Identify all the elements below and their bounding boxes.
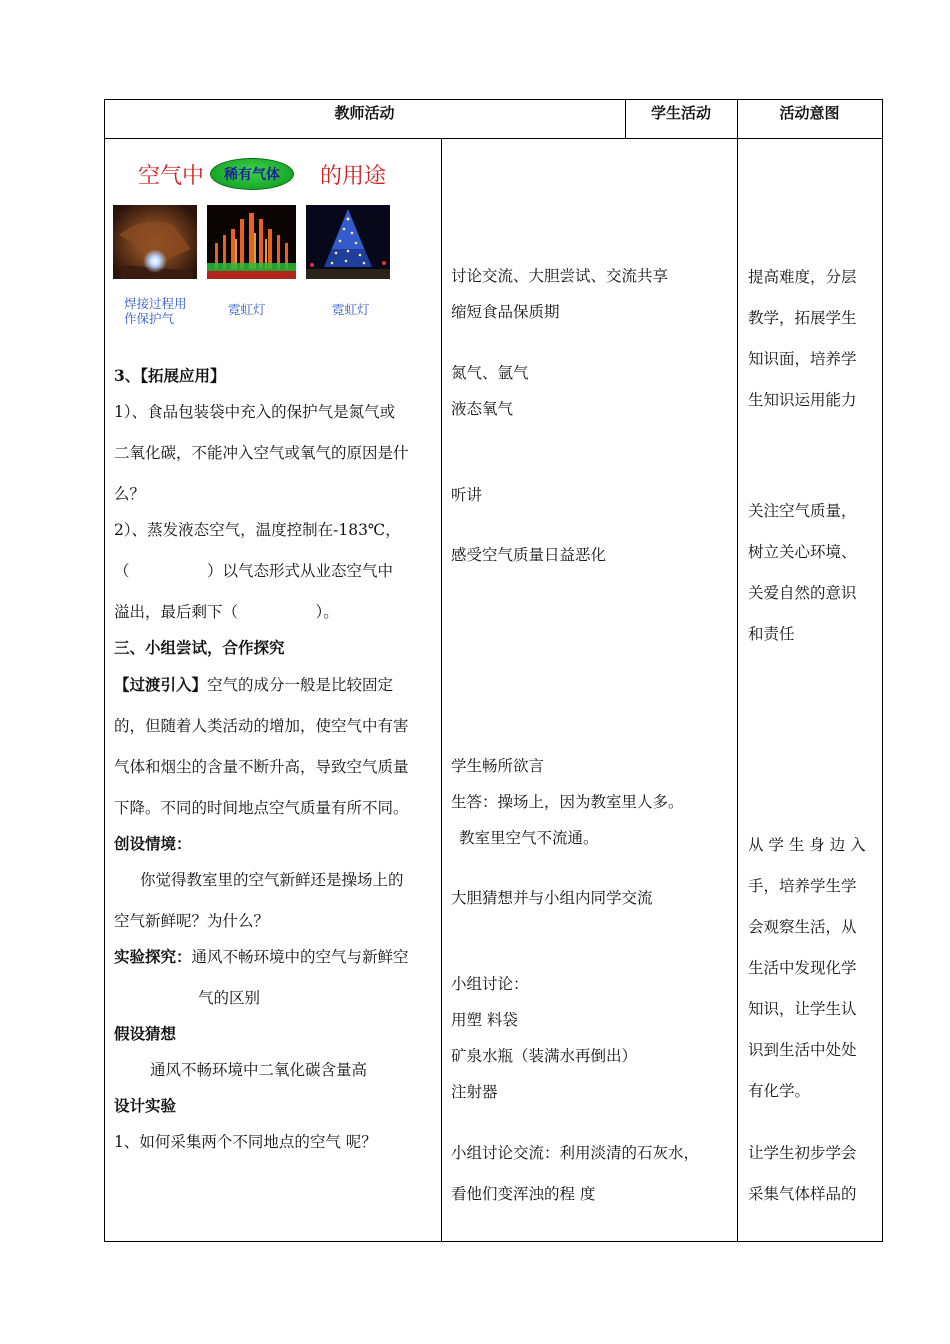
student-line: 生答：操场上，因为教室里人多。	[451, 793, 684, 811]
oval-label-text: 稀有气体	[224, 167, 280, 183]
student-line: 矿泉水瓶（装满水再倒出）	[451, 1047, 638, 1065]
student-line: 氮气、氩气	[451, 364, 529, 382]
purpose-line: 生知识运用能力	[748, 391, 857, 409]
teacher-line: 1）、食品包装袋中充入的保护气是氮气或	[114, 403, 396, 421]
section-scenario: 创设情境：	[114, 834, 192, 853]
teacher-line: 【过渡引入】空气的成分一般是比较固定	[114, 675, 394, 694]
teacher-line: 通风不畅环境中二氧化碳含量高	[150, 1061, 368, 1079]
col-divider-2	[737, 99, 738, 1242]
student-line: 用塑 料袋	[451, 1011, 518, 1029]
purpose-line: 关爱自然的意识	[748, 584, 857, 602]
teacher-line: 空气新鲜呢？为什么？	[114, 912, 270, 930]
purpose-line: 识到生活中处处	[748, 1041, 857, 1059]
purpose-line: 采集气体样品的	[748, 1185, 857, 1203]
header-activity-purpose: 活动意图	[779, 104, 840, 122]
purpose-line: 会观察生活，从	[748, 918, 857, 936]
purpose-line: 让学生初步学会	[748, 1144, 857, 1162]
section-extended-application: 3、【拓展应用】	[114, 366, 226, 385]
student-line: 教室里空气不流通。	[459, 829, 599, 847]
teacher-line: （ ）以气态形式从业态空气中	[114, 562, 394, 580]
teacher-line: 气体和烟尘的含量不断升高，导致空气质量	[114, 758, 409, 776]
slide-image	[112, 141, 437, 341]
student-line: 液态氧气	[451, 400, 514, 418]
purpose-line: 和责任	[748, 625, 795, 643]
student-line: 小组讨论交流：利用淡清的石灰水，	[451, 1144, 700, 1162]
teacher-line: 下降。不同的时间地点空气质量有所不同。	[114, 799, 409, 817]
caption-neon-1: 霓虹灯	[228, 302, 266, 317]
section-group-inquiry: 三、小组尝试，合作探究	[114, 638, 285, 657]
student-line: 讨论交流、大胆尝试、交流共享	[451, 267, 669, 285]
purpose-line: 有化学。	[748, 1082, 811, 1100]
purpose-line: 手，培养学生学	[748, 877, 857, 895]
slide-title-suffix: 的用途	[320, 164, 387, 189]
student-line: 听讲	[451, 486, 483, 504]
purpose-line: 提高难度，分层	[748, 268, 857, 286]
header-student-activity: 学生活动	[650, 104, 711, 122]
purpose-line: 树立关心环境、	[748, 543, 857, 561]
student-line: 注射器	[451, 1083, 498, 1101]
teacher-line: 么？	[114, 485, 146, 503]
student-line: 感受空气质量日益恶化	[451, 546, 607, 564]
caption-welding: 焊接过程用 作保护气	[124, 296, 187, 326]
teacher-line: 二氧化碳，不能冲入空气或氧气的原因是什	[114, 444, 409, 462]
purpose-line: 知识面，培养学	[748, 350, 857, 368]
welding-photo	[113, 205, 197, 279]
rare-gas-oval-label	[210, 158, 294, 190]
student-line: 看他们变浑浊的程 度	[451, 1185, 596, 1203]
student-line: 学生畅所欲言	[451, 757, 545, 775]
purpose-line: 知识，让学生认	[748, 1000, 857, 1018]
student-line: 大胆猜想并与小组内同学交流	[451, 889, 653, 907]
christmas-tree-photo	[306, 205, 390, 279]
teacher-line: 溢出，最后剩下（ ）。	[114, 603, 339, 621]
teacher-line: 的，但随着人类活动的增加，使空气中有害	[114, 717, 409, 735]
teacher-line: 实验探究：通风不畅环境中的空气与新鲜空	[114, 947, 409, 966]
teacher-line: 气的区别	[198, 989, 261, 1007]
section-hypothesis: 假设猜想	[114, 1024, 177, 1043]
slide-title-prefix: 空气中	[138, 164, 205, 189]
header-divider	[104, 138, 883, 139]
purpose-line: 从 学 生 身 边 入	[748, 836, 866, 854]
purpose-line: 生活中发现化学	[748, 959, 857, 977]
table-left-border	[104, 99, 105, 1242]
section-design-experiment: 设计实验	[114, 1096, 177, 1115]
purpose-line: 教学，拓展学生	[748, 309, 857, 327]
table-right-border	[882, 99, 883, 1242]
body-col-divider-1	[441, 138, 442, 1242]
neon-fountain-photo	[207, 205, 296, 279]
student-line: 缩短食品保质期	[451, 303, 560, 321]
header-teacher-activity: 教师活动	[334, 104, 395, 122]
teacher-line: 2）、蒸发液态空气，温度控制在-183℃，	[114, 521, 401, 539]
purpose-line: 关注空气质量，	[748, 502, 857, 520]
teacher-line: 你觉得教室里的空气新鲜还是操场上的	[140, 871, 404, 889]
caption-neon-2: 霓虹灯	[332, 302, 370, 317]
table-bottom-border	[104, 1241, 883, 1242]
student-line: 小组讨论：	[451, 975, 529, 993]
teacher-line: 1、如何采集两个不同地点的空气 呢？	[114, 1133, 377, 1151]
